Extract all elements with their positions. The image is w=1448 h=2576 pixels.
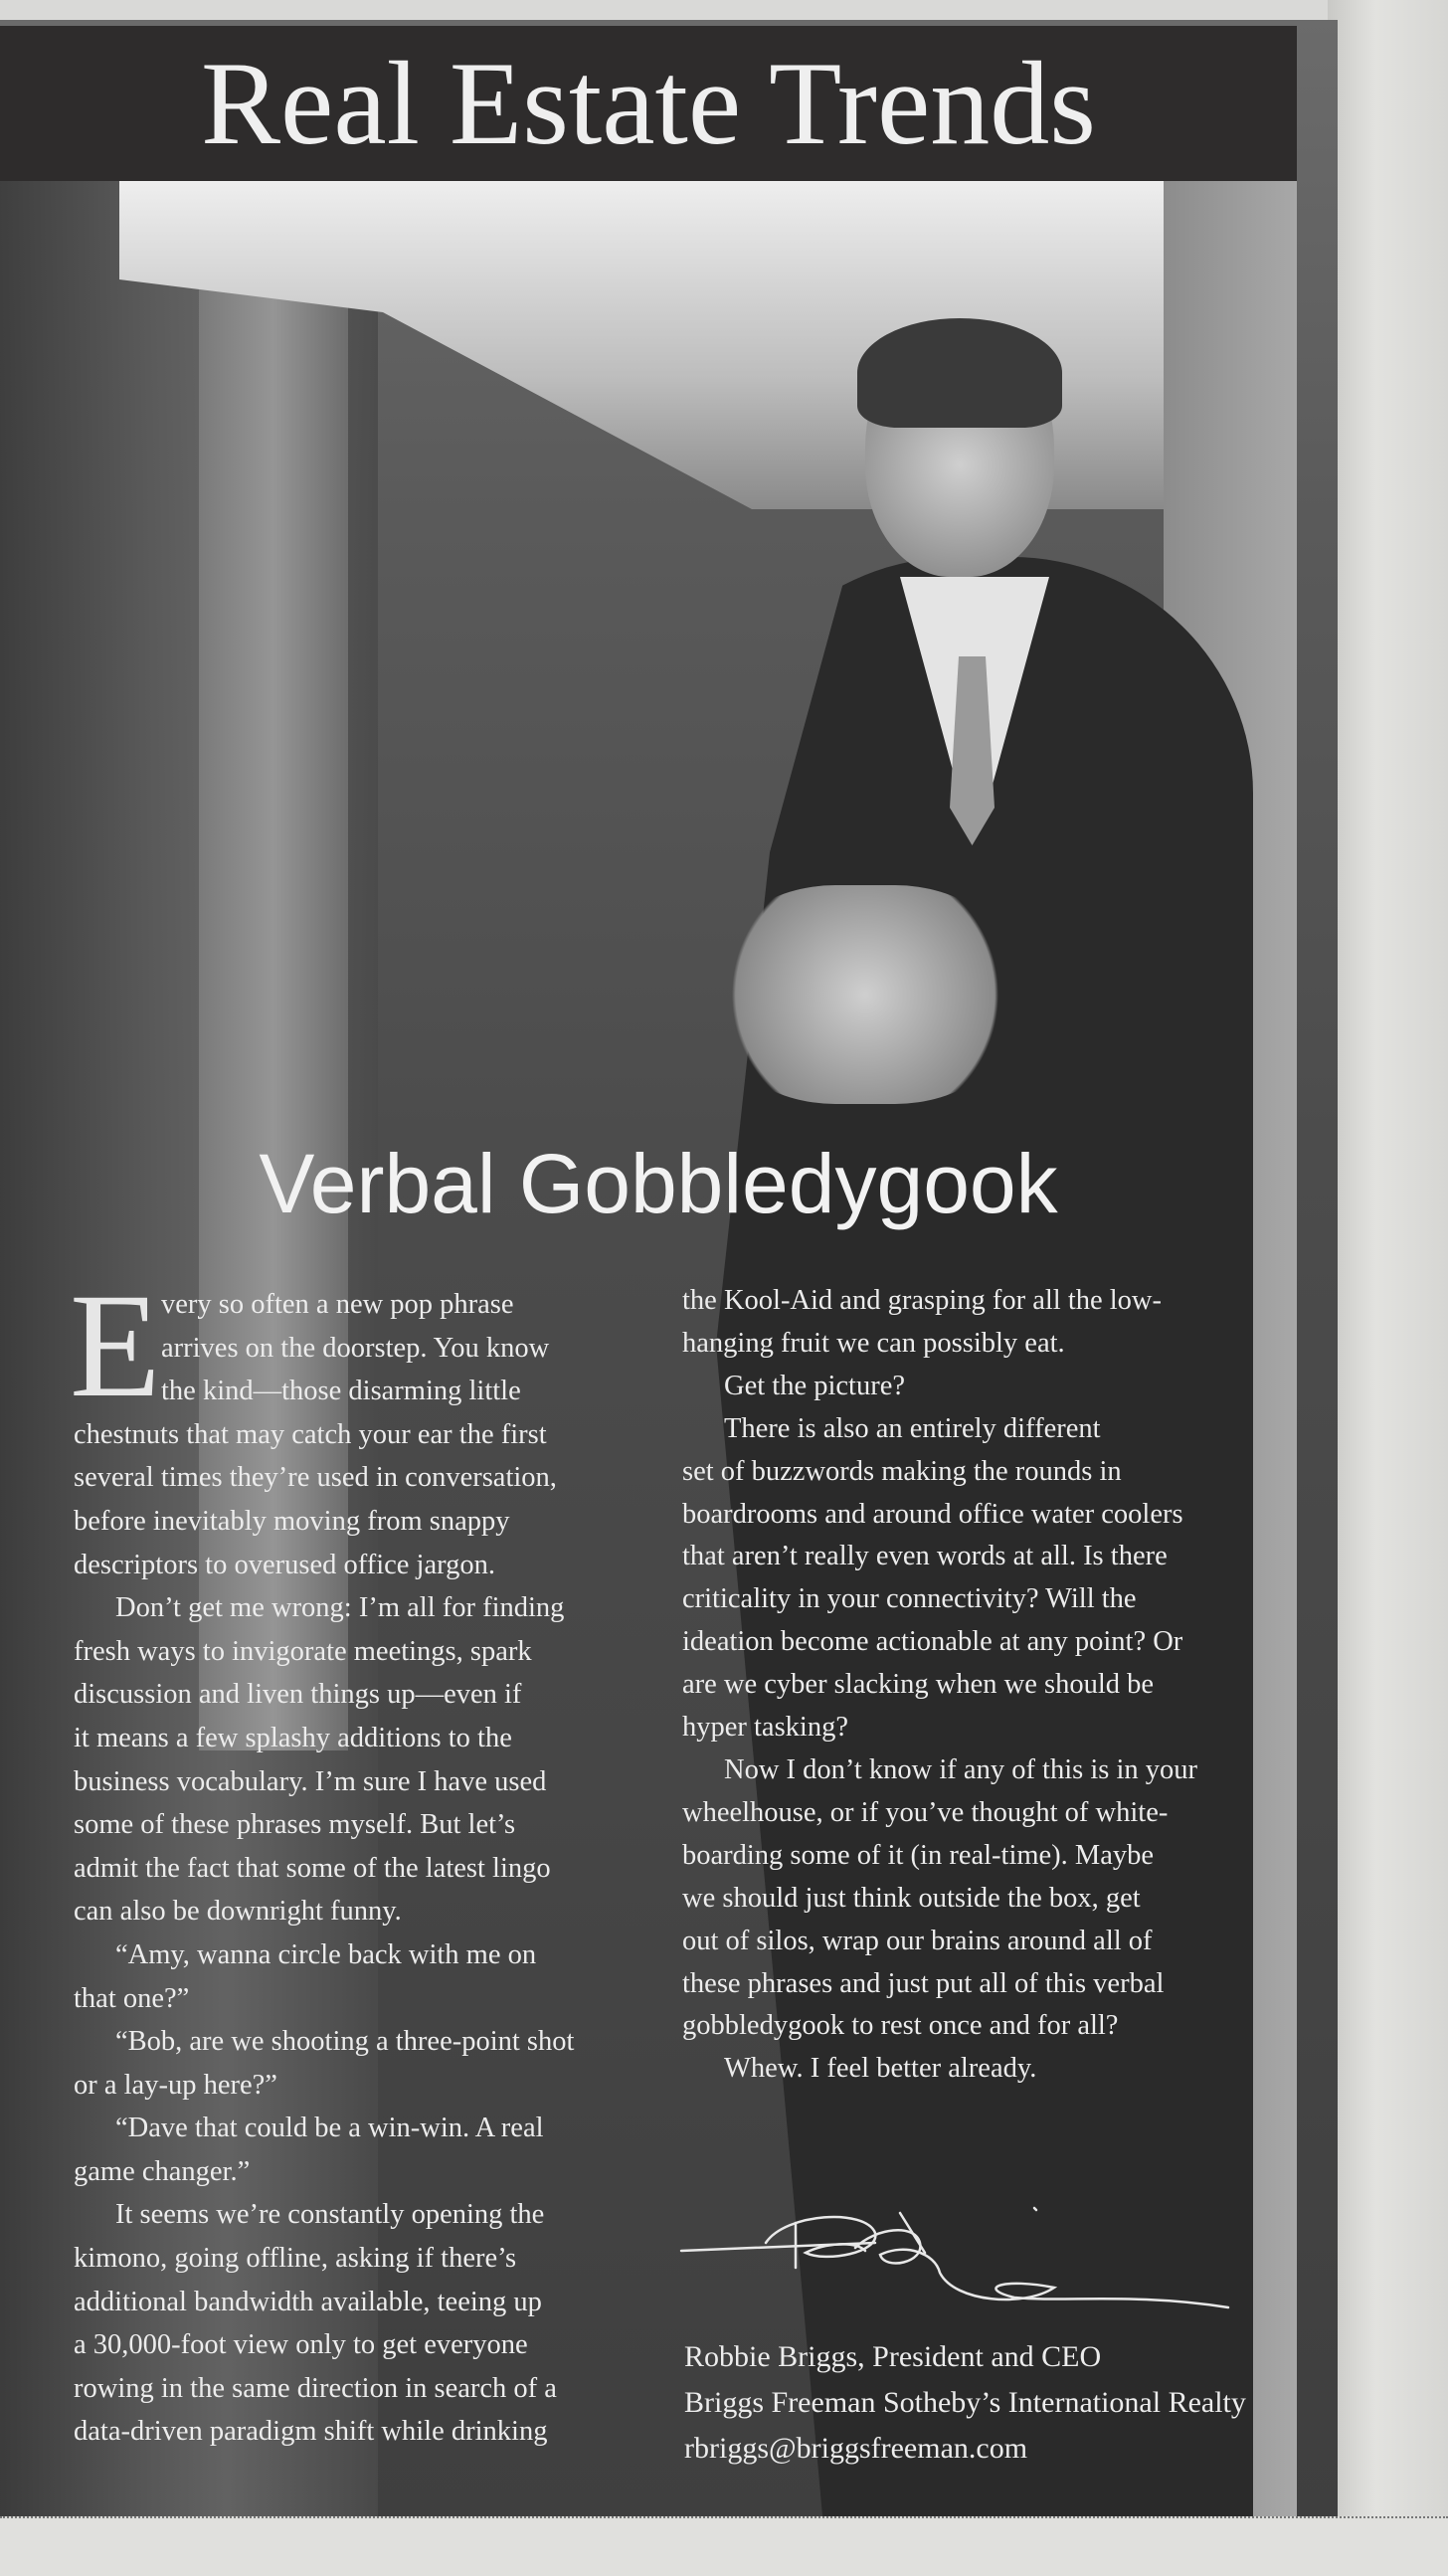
- article-line: we should just think outside the box, get: [682, 1882, 1141, 1914]
- article-line: criticality in your connectivity? Will the: [682, 1583, 1137, 1615]
- article-headline: Verbal Gobbledygook: [259, 1137, 1058, 1230]
- article-line: data-driven paradigm shift while drinking: [74, 2416, 548, 2448]
- article-line: Get the picture?: [724, 1370, 905, 1401]
- article-line: a 30,000-foot view only to get everyone: [74, 2329, 528, 2361]
- photo-hands: [716, 885, 1014, 1104]
- article-line: game changer.”: [74, 2155, 251, 2187]
- article-line: It seems we’re constantly opening the: [115, 2199, 545, 2231]
- article-line: or a lay-up here?”: [74, 2069, 277, 2101]
- article-line: Don’t get me wrong: I’m all for finding: [115, 1592, 565, 1624]
- section-title: Real Estate Trends: [201, 37, 1096, 169]
- article-line: “Amy, wanna circle back with me on: [115, 1938, 537, 1970]
- article-line: kimono, going offline, asking if there’s: [74, 2243, 517, 2275]
- article-line: hanging fruit we can possibly eat.: [682, 1327, 1065, 1359]
- article-line: that one?”: [74, 1982, 190, 2014]
- article-line: ideation become actionable at any point? Or: [682, 1626, 1183, 1658]
- article-line: set of buzzwords making the rounds in: [682, 1455, 1122, 1487]
- advertorial-page: [0, 20, 1338, 2516]
- article-line: the kind—those disarming little: [161, 1376, 521, 1407]
- article-line: the Kool-Aid and grasping for all the low-: [682, 1285, 1163, 1316]
- article-line: discussion and liven things up—even if: [74, 1679, 522, 1711]
- article-column-left: [74, 1283, 574, 2454]
- article-line: gobbledygook to rest once and for all?: [682, 2010, 1119, 2042]
- author-email[interactable]: rbriggs@briggsfreeman.com: [684, 2432, 1028, 2465]
- article-line: hyper tasking?: [682, 1712, 848, 1744]
- article-line: descriptors to overused office jargon.: [74, 1549, 495, 1580]
- signature-icon: [676, 2193, 1233, 2322]
- article-line: very so often a new pop phrase: [161, 1289, 514, 1320]
- article-line: “Dave that could be a win-win. A real: [115, 2113, 544, 2144]
- page-bottom-edge: [0, 2516, 1448, 2576]
- article-line: are we cyber slacking when we should be: [682, 1669, 1155, 1701]
- drop-cap: E: [70, 1263, 161, 1428]
- article-line: Now I don’t know if any of this is in your: [724, 1753, 1198, 1785]
- article-line: wheelhouse, or if you’ve thought of white-: [682, 1796, 1169, 1828]
- article-line: these phrases and just put all of this verbal: [682, 1967, 1165, 1999]
- article-line: that aren’t really even words at all. Is there: [682, 1541, 1168, 1572]
- article-line: business vocabulary. I’m sure I have used: [74, 1765, 547, 1797]
- article-line: “Bob, are we shooting a three-point shot: [115, 2026, 575, 2058]
- article-column-right: [682, 1280, 1197, 2091]
- article-line: Whew. I feel better already.: [724, 2053, 1037, 2085]
- article-line: There is also an entirely different: [724, 1412, 1101, 1444]
- article-line: can also be downright funny.: [74, 1896, 402, 1928]
- article-line: admit the fact that some of the latest lingo: [74, 1852, 551, 1884]
- photo-man-hair: [857, 318, 1062, 428]
- adjacent-page: [1328, 0, 1448, 2574]
- article-line: it means a few splashy additions to the: [74, 1722, 512, 1753]
- article-line: arrives on the doorstep. You know: [161, 1332, 550, 1364]
- article-line: additional bandwidth available, teeing up: [74, 2286, 542, 2317]
- article-line: chestnuts that may catch your ear the first: [74, 1418, 547, 1450]
- article-line: some of these phrases myself. But let’s: [74, 1809, 516, 1841]
- article-line: boardrooms and around office water coolers: [682, 1498, 1183, 1530]
- article-line: rowing in the same direction in search of a: [74, 2372, 557, 2404]
- article-line: several times they’re used in conversation,: [74, 1462, 557, 1494]
- section-header: [0, 26, 1297, 181]
- article-line: before inevitably moving from snappy: [74, 1505, 510, 1537]
- author-signoff: [684, 2334, 1246, 2472]
- article-line: fresh ways to invigorate meetings, spark: [74, 1635, 532, 1667]
- author-name-title: Robbie Briggs, President and CEO: [684, 2340, 1102, 2373]
- article-line: boarding some of it (in real-time). Maybe: [682, 1839, 1155, 1871]
- author-company: Briggs Freeman Sotheby’s International Realty: [684, 2386, 1246, 2419]
- article-line: out of silos, wrap our brains around all of: [682, 1925, 1153, 1956]
